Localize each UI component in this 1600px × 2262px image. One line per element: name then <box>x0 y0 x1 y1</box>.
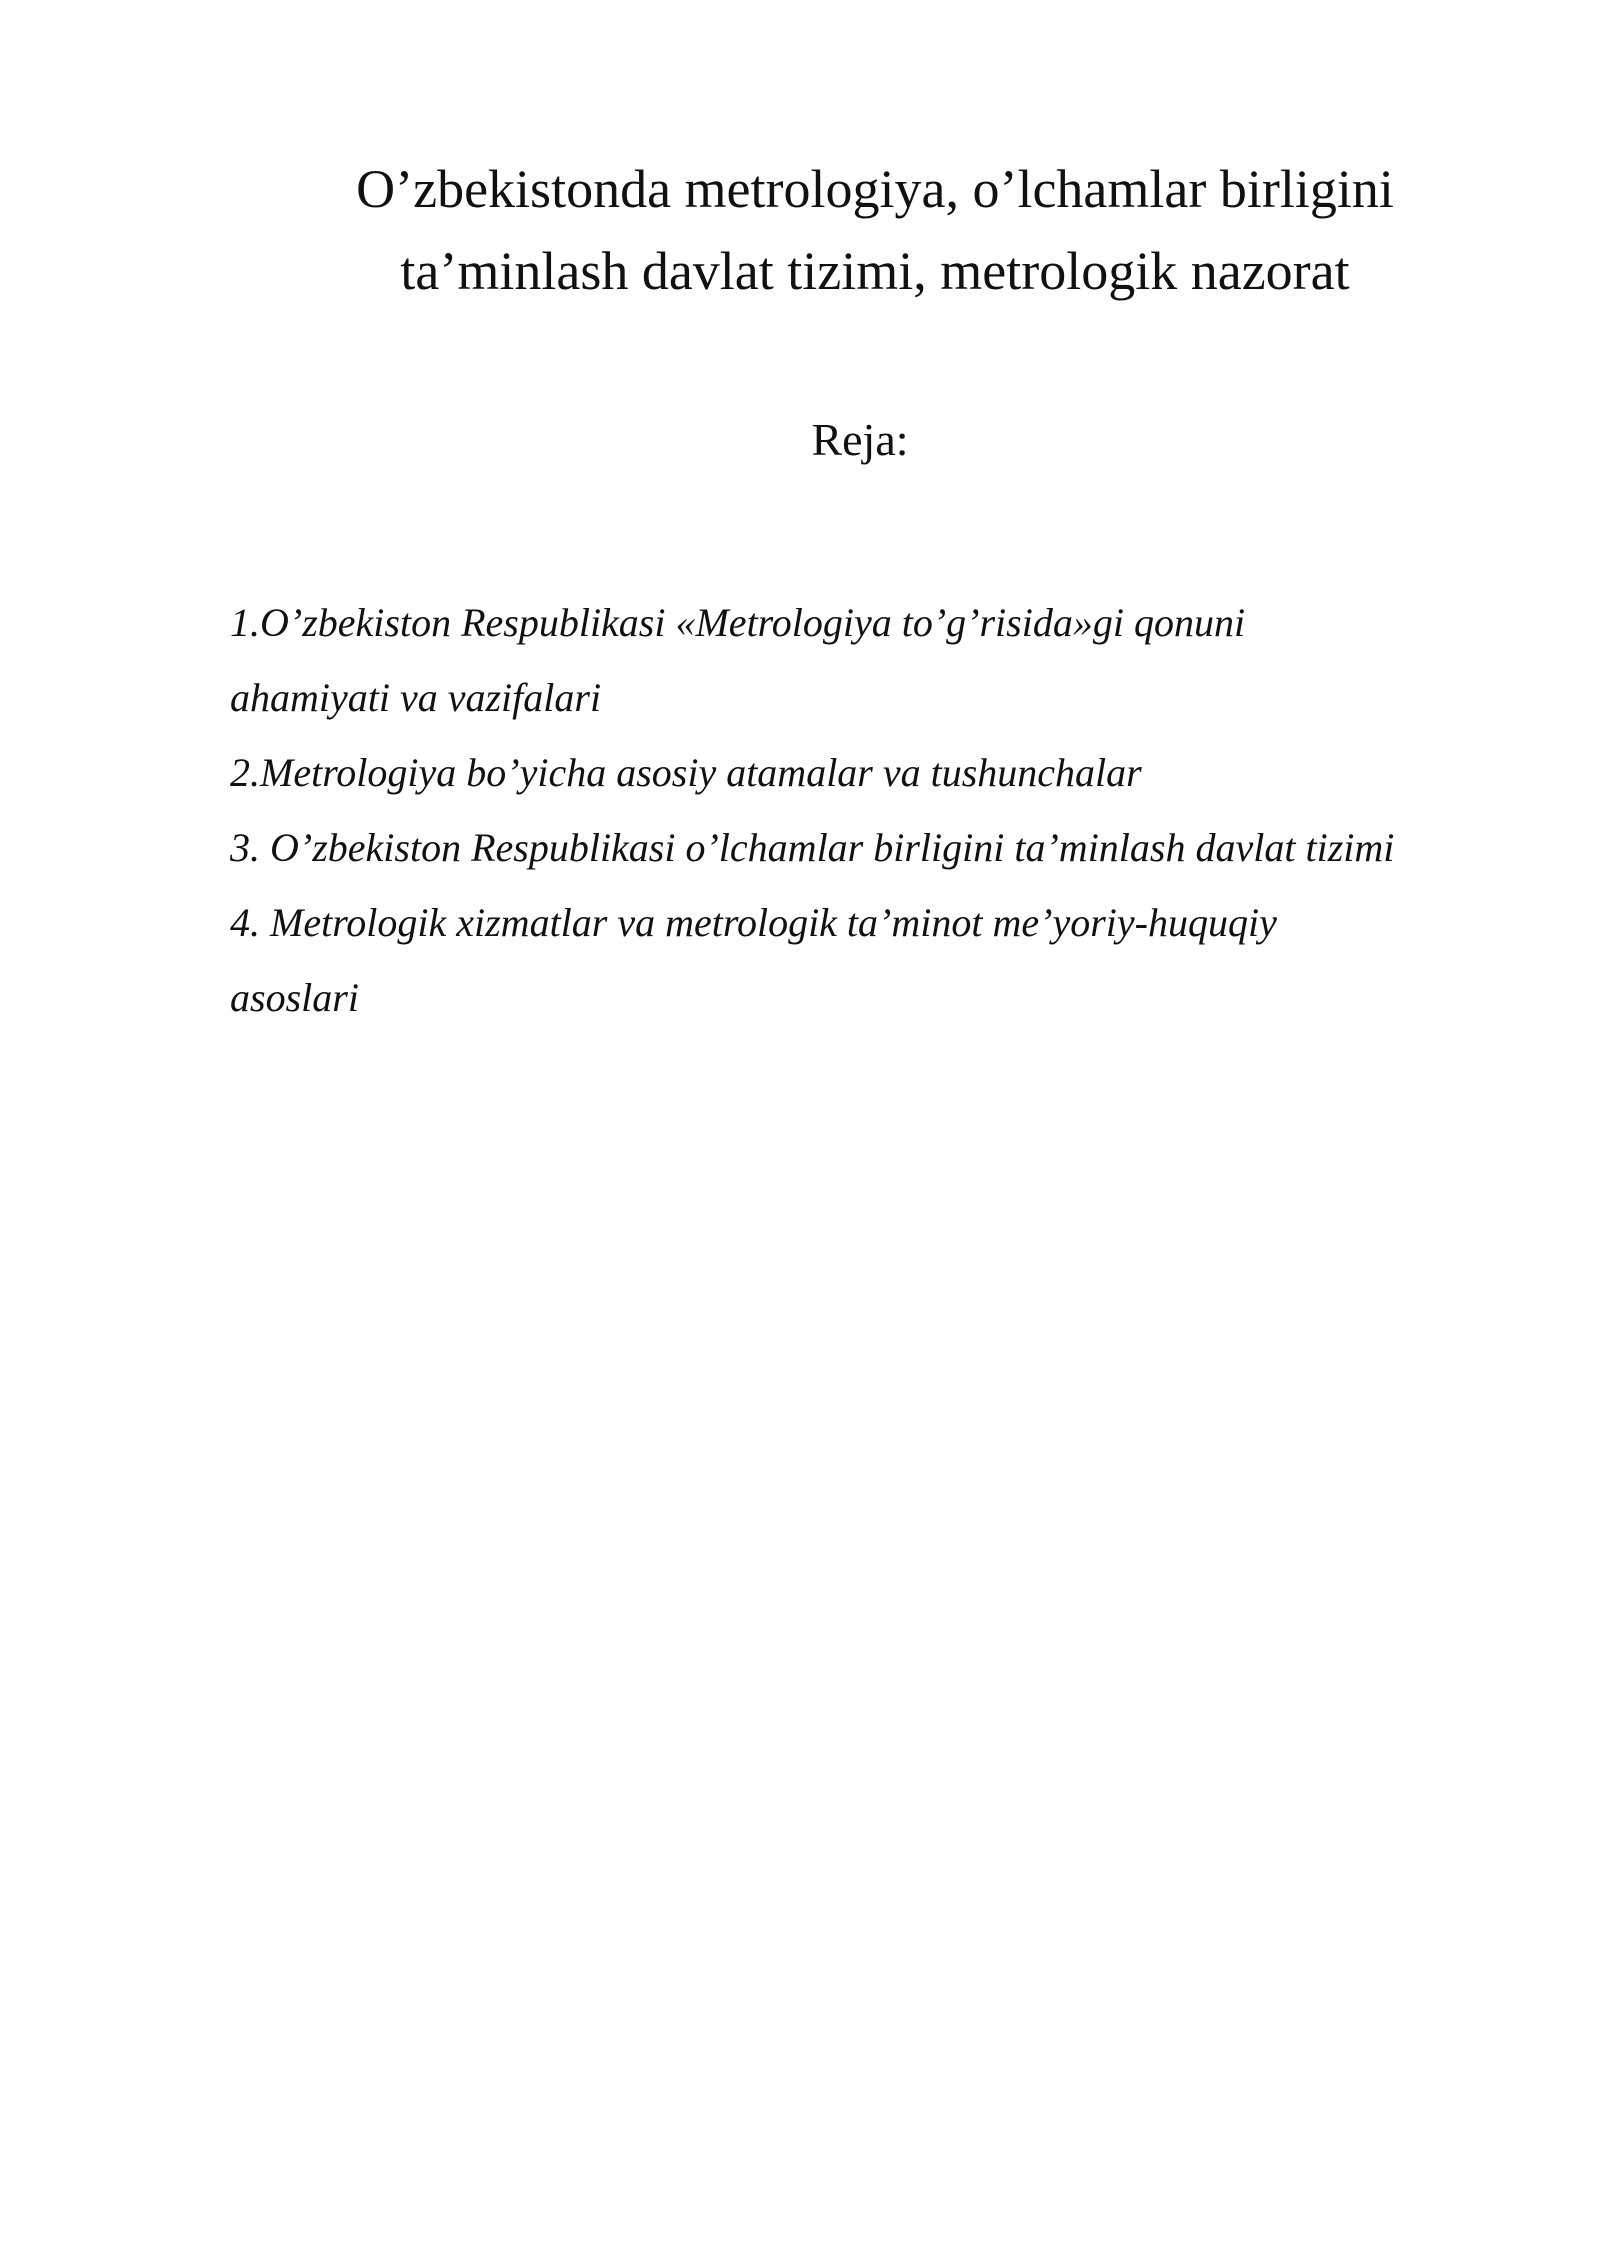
plan-item-text: 4. Metrologik xizmatlar va metrologik ta’minot me’yoriy-huquqiy <box>230 900 1277 945</box>
plan-item-text: 1.O’zbekiston Respublikasi «Metrologiya to’g’risida»gi qonuni <box>230 600 1246 645</box>
document-title <box>230 148 1520 312</box>
plan-heading: Reja: <box>811 414 909 465</box>
plan-item <box>230 585 1530 735</box>
plan-item <box>230 885 1530 1035</box>
plan-item-text: 3. O’zbekiston Respublikasi o’lchamlar birligini ta’minlash davlat tizimi <box>230 825 1395 870</box>
title-line: O’zbekistonda metrologiya, o’lchamlar birligini <box>356 159 1394 219</box>
plan-item <box>230 735 1530 810</box>
plan-item-text: 2.Metrologiya bo’yicha asosiy atamalar va tushunchalar <box>230 750 1142 795</box>
plan-item-text: ahamiyati va vazifalari <box>230 675 602 720</box>
plan-item-text: asoslari <box>230 975 359 1020</box>
plan-item <box>230 810 1530 885</box>
plan-list <box>230 585 1530 1035</box>
title-line: ta’minlash davlat tizimi, metrologik nazorat <box>400 241 1350 301</box>
